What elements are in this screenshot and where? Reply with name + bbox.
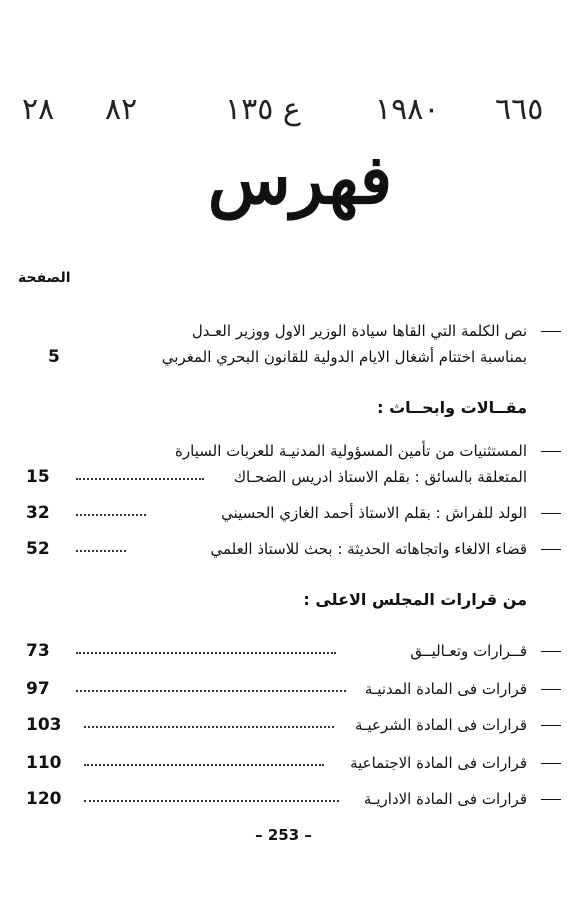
toc-entry xyxy=(26,750,561,778)
leader-dots xyxy=(76,550,126,552)
entry-title: قضاء الالغاء واتجاهاته الحديثة : بحث للاستاذ العلمي xyxy=(210,540,527,558)
toc-entry xyxy=(26,676,561,704)
entry-title-line1: المستثنيات من تأمين المسؤولية المدنيـة للعربات السيارة xyxy=(175,442,527,460)
toc-entry xyxy=(26,638,561,666)
entry-title: قــرارات وتعـاليــق xyxy=(410,642,527,660)
leader-dots xyxy=(76,478,204,480)
toc-entry xyxy=(26,500,561,528)
leader-dots xyxy=(84,764,324,766)
toc-entry xyxy=(26,712,561,740)
entry-page-number: 120 xyxy=(26,789,62,809)
entry-page-number: 52 xyxy=(26,539,50,559)
entry-title: قرارات فى المادة الاداريـة xyxy=(363,790,527,808)
entry-title: الولد للفراش : بقلم الاستاذ أحمد الغازي الحسيني xyxy=(221,504,527,522)
entry-page-number: 15 xyxy=(26,467,50,487)
entry-dash xyxy=(541,651,561,652)
toc-entry xyxy=(26,786,561,814)
leader-dots xyxy=(76,514,146,516)
entry-title-line2: المتعلقة بالسائق : بقلم الاستاذ ادريس الضحـاك xyxy=(233,468,527,486)
toc-entry xyxy=(26,318,561,372)
entry-dash xyxy=(541,513,561,514)
entry-dash xyxy=(541,799,561,800)
section-heading-articles: مقــالات وابحــاث : xyxy=(377,398,527,417)
entry-dash xyxy=(541,763,561,764)
handwritten-note-4: ١٩٨٠ xyxy=(375,92,440,127)
leader-dots xyxy=(84,800,339,802)
entry-page-number: 5 xyxy=(48,347,60,367)
entry-title-line2: بمناسبة اختتام أشغال الايام الدولية للقانون البحري المغربي xyxy=(161,348,527,366)
toc-entry xyxy=(26,536,561,564)
entry-page-number: 97 xyxy=(26,679,50,699)
entry-dash xyxy=(541,331,561,332)
handwritten-note-2: ٨٢ xyxy=(105,92,138,127)
entry-dash xyxy=(541,549,561,550)
entry-page-number: 32 xyxy=(26,503,50,523)
leader-dots xyxy=(84,726,334,728)
entry-title: قرارات فى المادة المدنيـة xyxy=(364,680,527,698)
leader-dots xyxy=(76,690,346,692)
handwritten-note-1: ٢٨ xyxy=(22,92,55,127)
entry-page-number: 110 xyxy=(26,753,62,773)
section-heading-supreme-council: من قرارات المجلس الاعلى : xyxy=(303,590,527,609)
page-title: فهرس xyxy=(207,140,393,220)
toc-entry xyxy=(26,438,561,492)
page-column-label: الصفحة xyxy=(18,270,71,286)
entry-title-line1: نص الكلمة التي القاها سيادة الوزير الاول ووزير العـدل xyxy=(191,322,527,340)
entry-dash xyxy=(541,725,561,726)
entry-dash xyxy=(541,451,561,452)
entry-page-number: 103 xyxy=(26,715,62,735)
entry-title: قرارات فى المادة الاجتماعية xyxy=(350,754,527,772)
handwritten-note-3: ع ١٣٥ xyxy=(225,92,301,127)
entry-dash xyxy=(541,689,561,690)
entry-page-number: 73 xyxy=(26,641,50,661)
entry-title: قرارات فى المادة الشرعيـة xyxy=(355,716,527,734)
handwritten-note-5: ٦٦٥ xyxy=(495,92,544,127)
page-number-footer: – 253 – xyxy=(255,826,312,844)
leader-dots xyxy=(76,652,336,654)
